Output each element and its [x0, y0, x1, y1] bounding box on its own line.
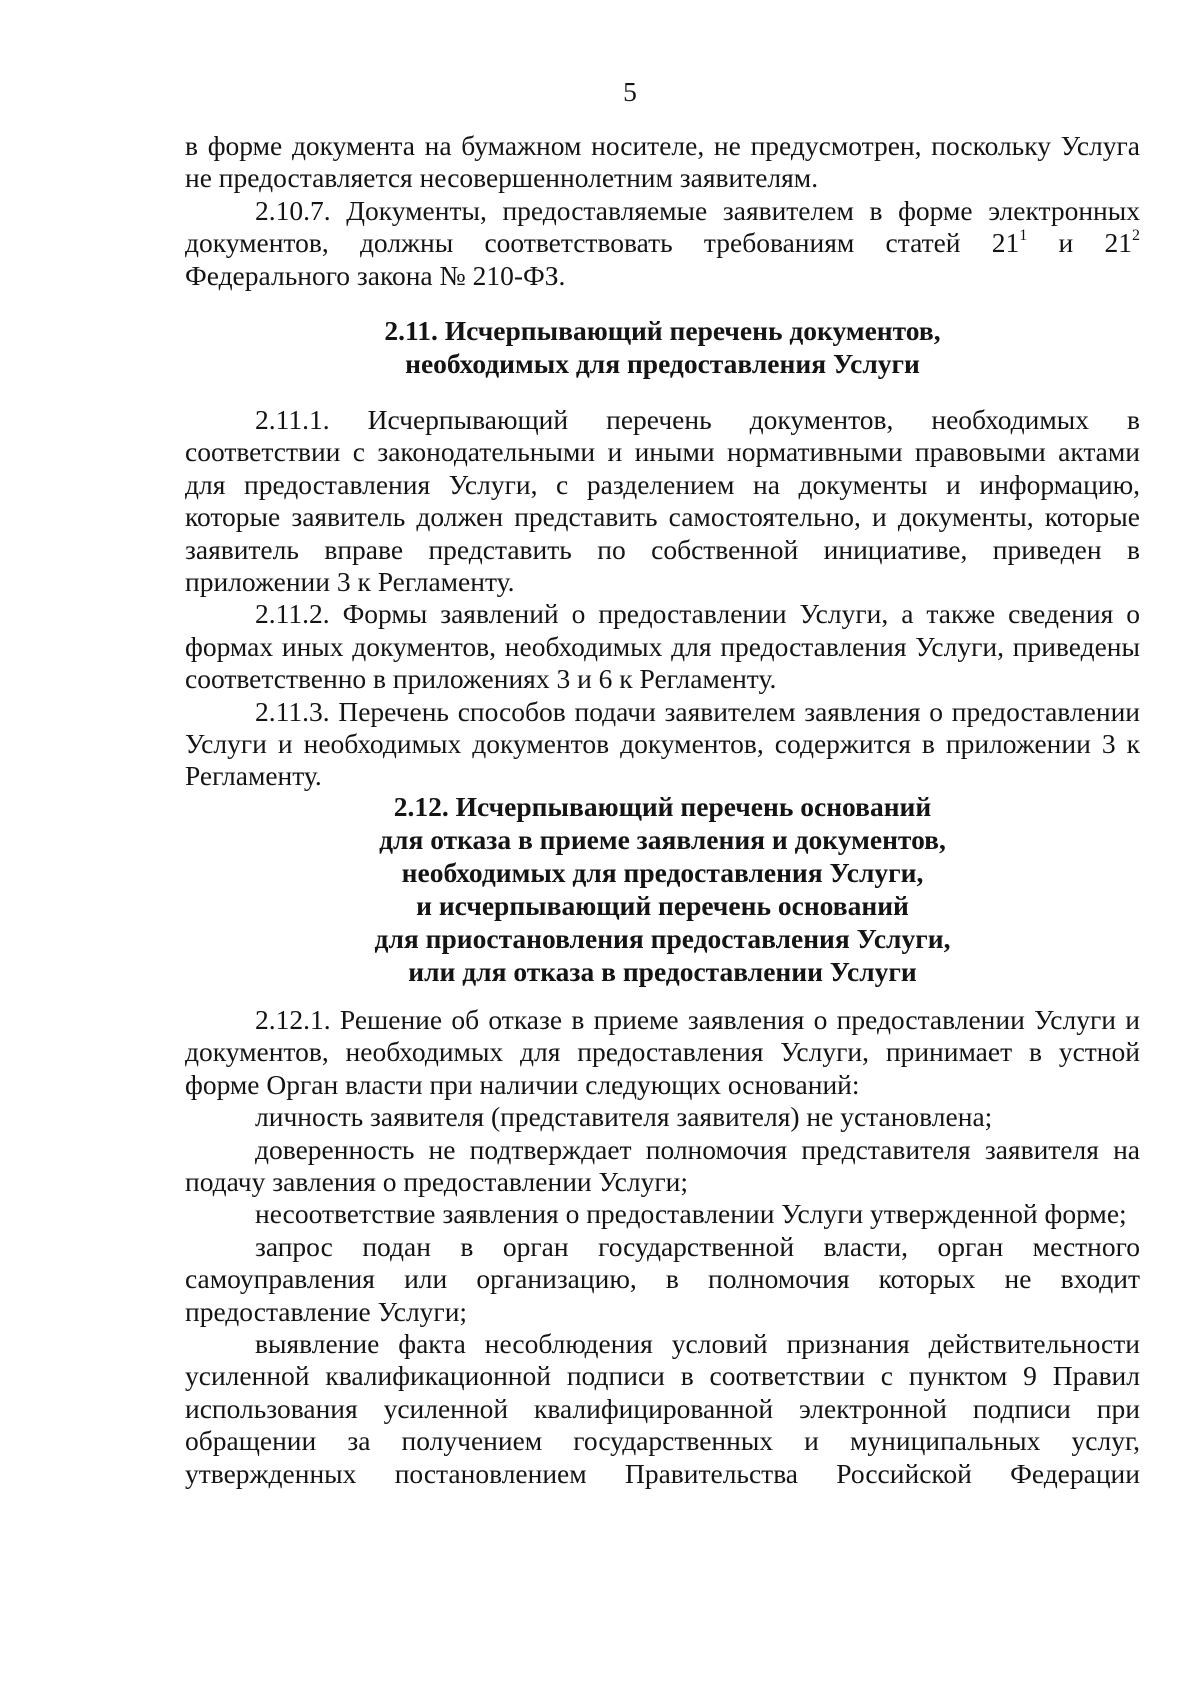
ground-item-3: несоответствие заявления о предоставлении Услуги утвержденной форме; — [255, 1198, 1127, 1230]
ground-item-5: выявление факта несоблюдения условий признания действительности усиленной квалификационной подписи в соответствии с пунктом 9 Правил использования усиленной квалифицированной электронной подписи при обращении за получением государственных и муниципальных услуг, утвержденных постановлением Правительства Российской Федерации — [185, 1328, 1140, 1489]
heading-line: 2.11. Исчерпывающий перечень документов, — [384, 315, 941, 346]
heading-line: и исчерпывающий перечень оснований — [416, 890, 909, 921]
section-2-12-heading — [185, 790, 1140, 988]
intro-p2-text-before: 2.10.7. Документы, предоставляемые заявителем в форме электронных документов, должны соответствовать требованиям статей 21 — [185, 194, 1140, 259]
paragraph-2-11-3: 2.11.3. Перечень способов подачи заявителем заявления о предоставлении Услуги и необходимых документов документов, содержится в приложении 3 к Регламенту. — [185, 695, 1140, 792]
page-number: 5 — [623, 76, 637, 107]
heading-line: для отказа в приеме заявления и документов, — [379, 824, 946, 855]
section-2-11-body — [185, 404, 1140, 793]
section-2-11-heading — [185, 314, 1140, 380]
superscript-2: 2 — [1132, 227, 1140, 245]
section-2-12-body — [185, 1004, 1140, 1490]
heading-line: необходимых для предоставления Услуги, — [401, 857, 924, 888]
heading-line: необходимых для предоставления Услуги — [405, 348, 920, 379]
ground-item-1: личность заявителя (представителя заявителя) не установлена; — [255, 1101, 993, 1133]
ground-item-4: запрос подан в орган государственной власти, орган местного самоуправления или организацию, в полномочия которых не входит предоставление Услуги; — [185, 1230, 1140, 1327]
ground-item-2: доверенность не подтверждает полномочия представителя заявителя на подачу завления о предоставлении Услуги; — [185, 1133, 1140, 1198]
heading-line: для приостановления предоставления Услуги, — [374, 923, 951, 954]
superscript-1: 1 — [1019, 227, 1028, 245]
heading-line: или для отказа в предоставлении Услуги — [408, 956, 917, 987]
intro-block — [185, 130, 1140, 292]
intro-paragraph-1: в форме документа на бумажном носителе, не предусмотрен, поскольку Услуга не предоставляется несовершеннолетним заявителям. — [185, 130, 1140, 194]
intro-paragraph-2 — [185, 195, 1140, 292]
heading-line: 2.12. Исчерпывающий перечень оснований — [393, 791, 932, 822]
paragraph-2-11-2: 2.11.2. Формы заявлений о предоставлении Услуги, а также сведения о формах иных документов, необходимых для предоставления Услуги, приведены соответственно в приложениях 3 и 6 к Регламенту. — [185, 598, 1140, 695]
paragraph-2-12-1: 2.12.1. Решение об отказе в приеме заявления о предоставлении Услуги и документов, необходимых для предоставления Услуги, принимает в устной форме Орган власти при наличии следующих оснований: — [185, 1004, 1140, 1100]
paragraph-2-11-1: 2.11.1. Исчерпывающий перечень документов, необходимых в соответствии с законодательными и иными нормативными правовыми актами для предоставления Услуги, с разделением на документы и информацию, которые заявитель должен представить самостоятельно, и документы, которые заявитель вправе представить по собственной инициативе, приведен в приложении 3 к Регламенту. — [185, 404, 1140, 598]
intro-p2-text-after: Федерального закона № 210-ФЗ. — [185, 259, 566, 291]
intro-p2-text-mid: и 21 — [1027, 227, 1132, 259]
